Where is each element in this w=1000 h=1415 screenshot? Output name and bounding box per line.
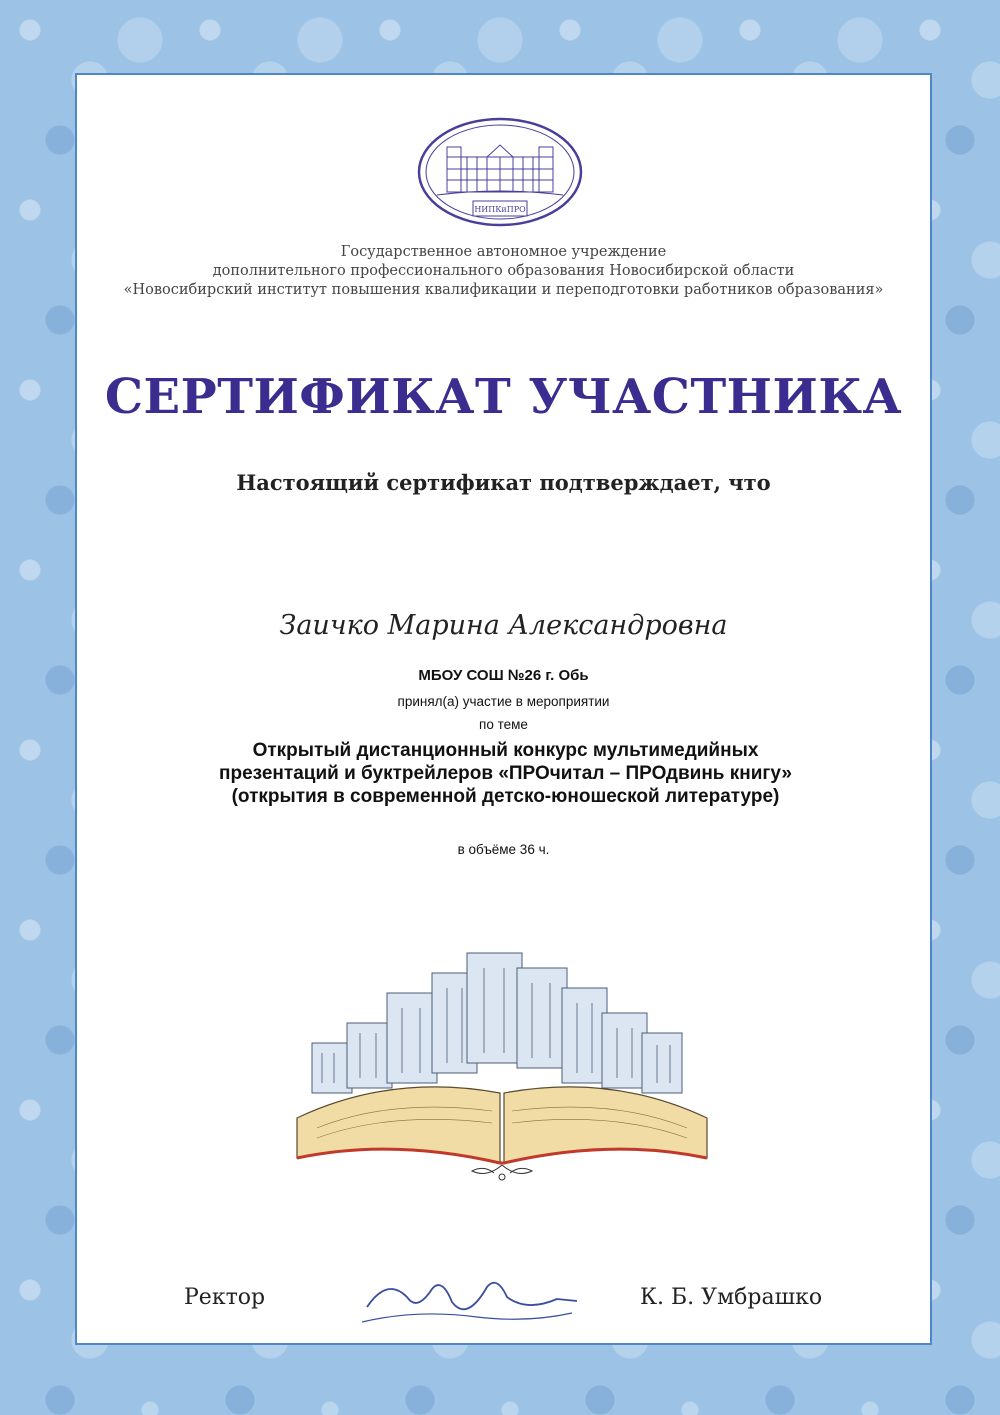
participant-school: МБОУ СОШ №26 г. Обь [418, 667, 589, 684]
participant-name: Заичко Марина Александровна [279, 610, 728, 641]
institution-line-1: Государственное автономное учреждение [340, 244, 667, 260]
open-book-city-illustration [272, 933, 732, 1183]
participation-text: принял(а) участие в мероприятии [397, 694, 610, 709]
event-title: Открытый дистанционный конкурс мультимедийных презентаций и буктрейлеров «ПРОчитал – ПРОдвинь книгу» (открытия в современной детско-юношеской литературе) [219, 740, 792, 807]
signatory-name: К. Б. Умбрашко [640, 1285, 823, 1310]
rector-signature [357, 1267, 587, 1337]
topic-label: по теме [479, 717, 528, 732]
institution-line-3: «Новосибирский институт повышения квалификации и переподготовки работников образования» [123, 282, 884, 298]
institution-line-2: дополнительного профессионального образования Новосибирской области [212, 263, 795, 279]
svg-text:НИПКиПРО: НИПКиПРО [474, 205, 526, 214]
course-volume: в объёме 36 ч. [457, 842, 550, 857]
institution-name [77, 243, 930, 300]
signatory-role: Ректор [184, 1285, 266, 1310]
certificate-title: СЕРТИФИКАТ УЧАСТНИКА [104, 369, 903, 425]
institute-logo [417, 117, 583, 227]
certificate-page [75, 73, 932, 1345]
certificate-confirms: Настоящий сертификат подтверждает, что [236, 470, 771, 495]
